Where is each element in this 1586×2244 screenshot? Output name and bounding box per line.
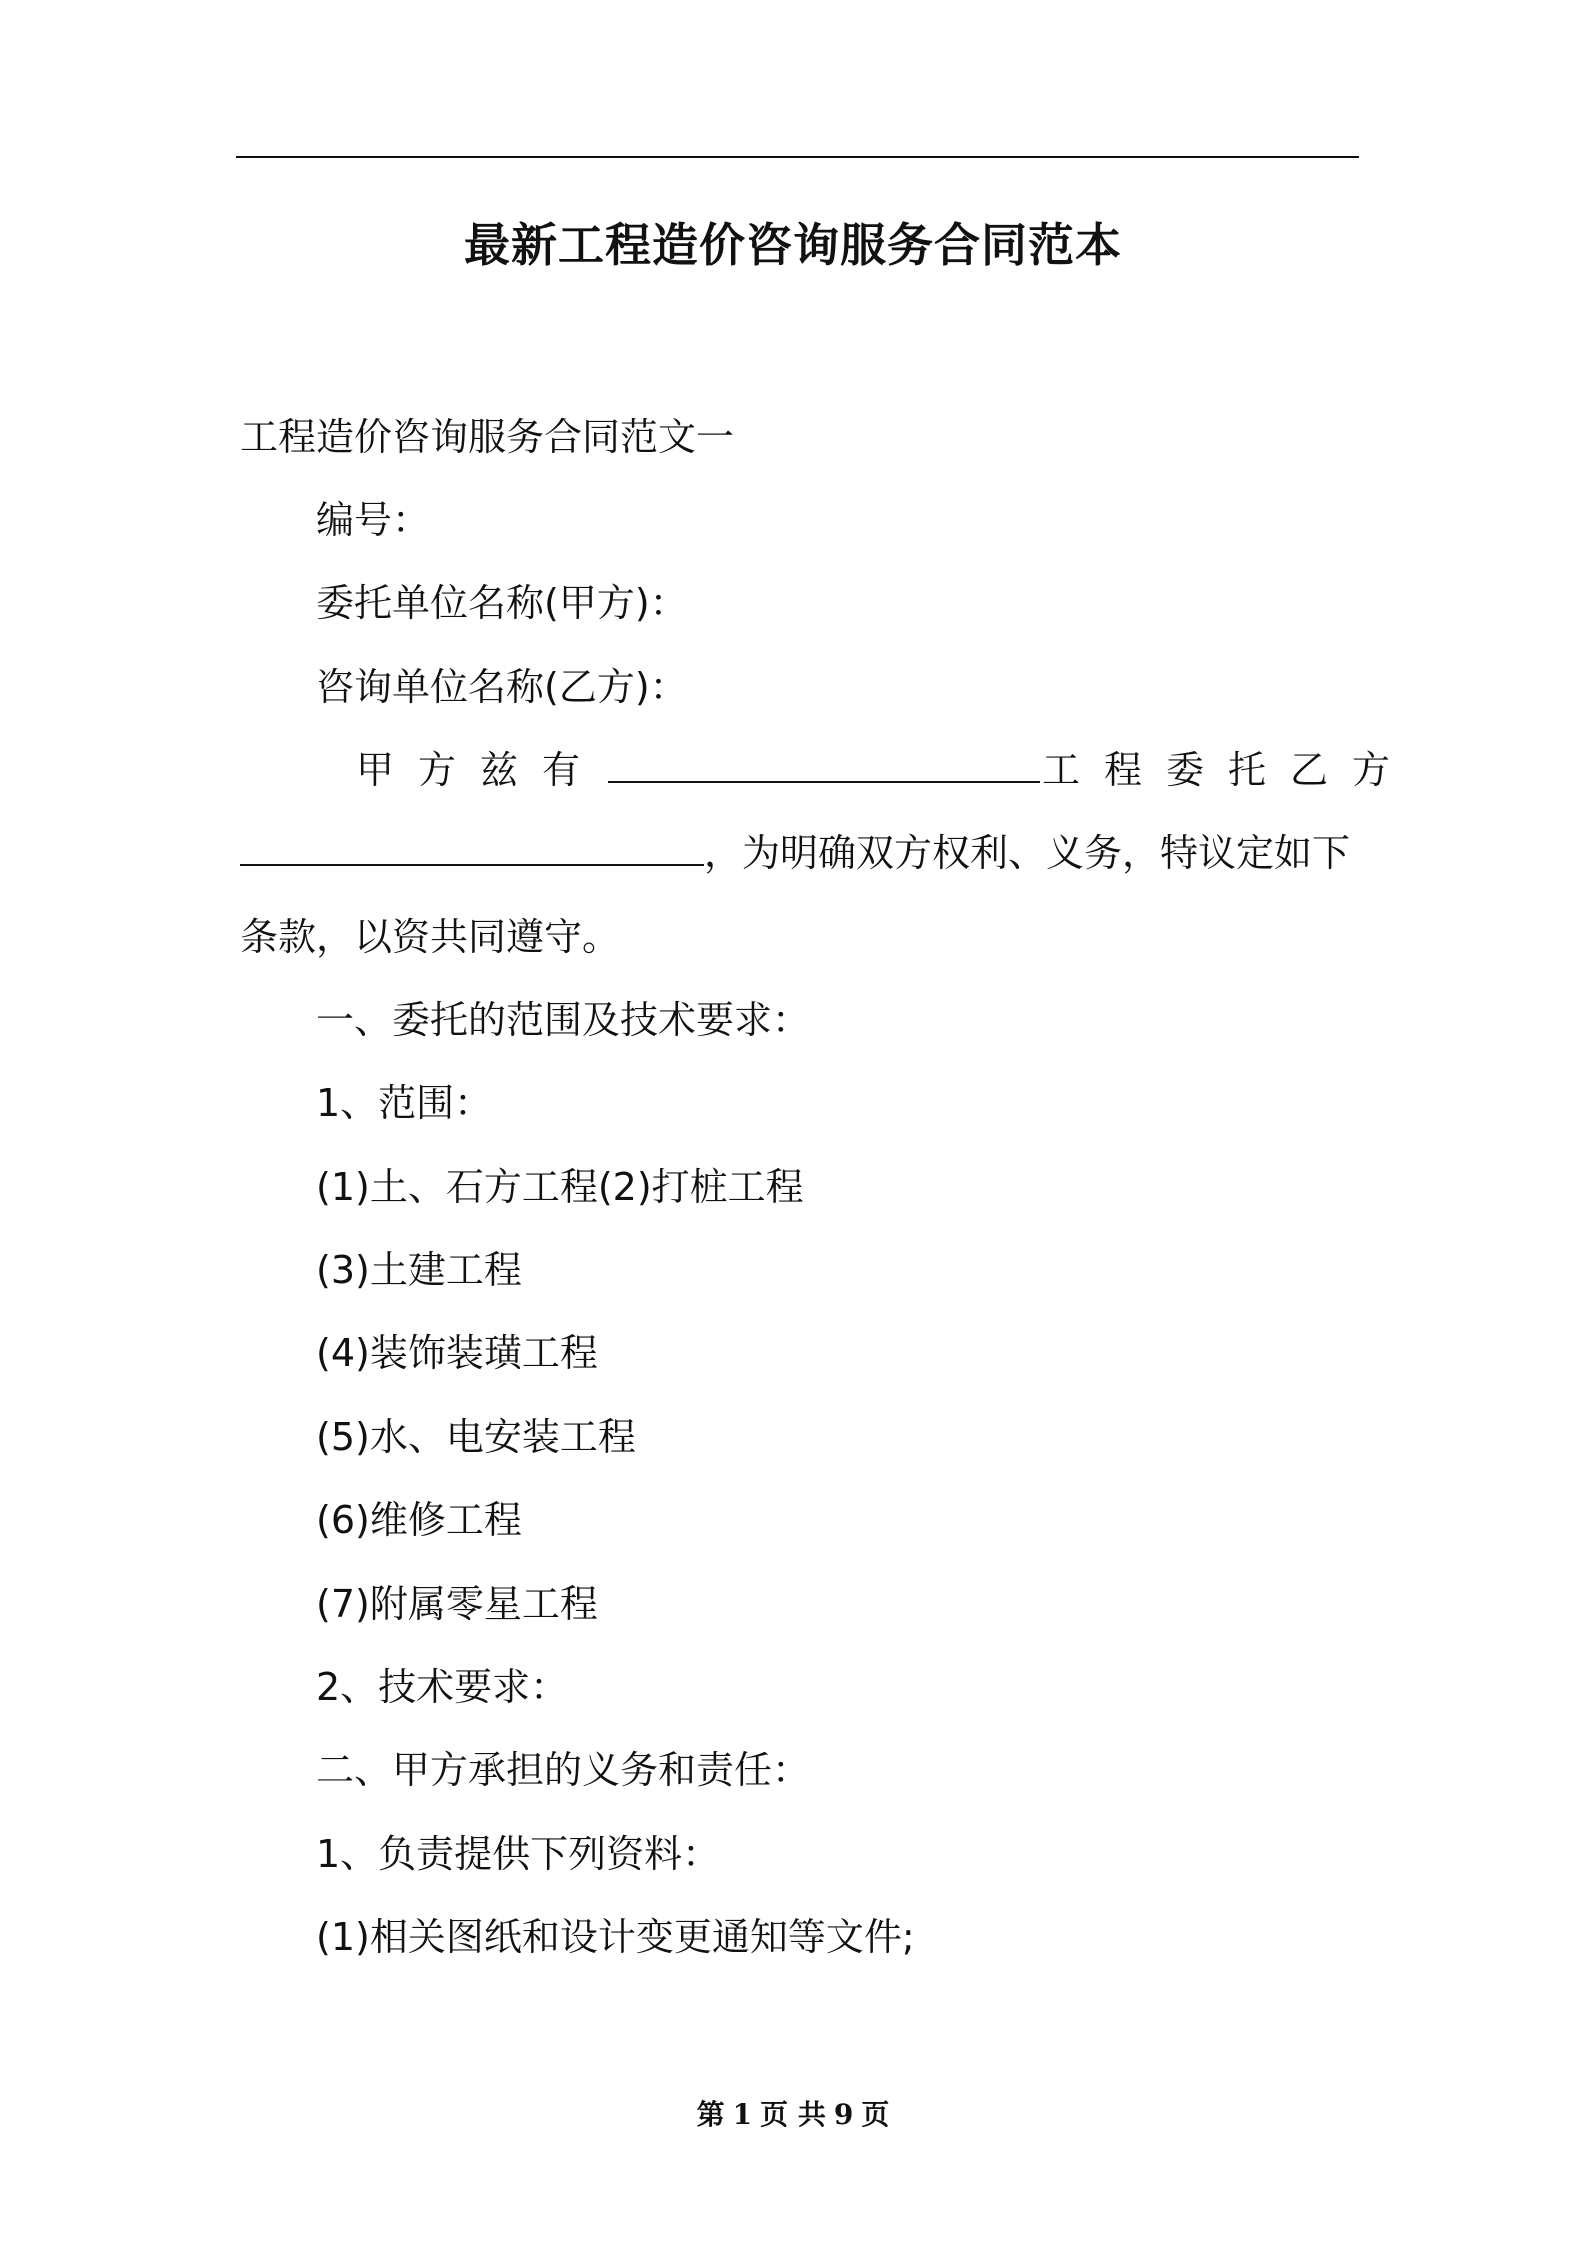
consultant-name-blank <box>240 828 704 866</box>
materials-item: (1)相关图纸和设计变更通知等文件; <box>316 1915 915 1959</box>
page-number-footer <box>0 2095 1586 2135</box>
scope-item: (5)水、电安装工程 <box>316 1415 636 1459</box>
document-title: 最新工程造价咨询服务合同范本 <box>464 218 1122 272</box>
tech-requirements-heading: 2、技术要求： <box>316 1665 569 1709</box>
header-rule <box>236 156 1359 158</box>
intro-line-3: 条款，以资共同遵守。 <box>240 915 621 959</box>
footer-mid: 页 共 <box>760 2098 826 2131</box>
materials-heading: 1、负责提供下列资料： <box>316 1832 721 1876</box>
scope-item: (4)装饰装璜工程 <box>316 1331 598 1375</box>
clause-1-heading: 一、委托的范围及技术要求： <box>316 998 811 1042</box>
scope-item: (1)土、石方工程(2)打桩工程 <box>316 1165 804 1209</box>
intro-line-2 <box>240 828 1350 878</box>
section-heading: 工程造价咨询服务合同范文一 <box>240 415 735 459</box>
footer-prefix: 第 <box>696 2098 725 2131</box>
scope-item: (7)附属零星工程 <box>316 1582 598 1626</box>
scope-heading: 1、范围： <box>316 1081 493 1125</box>
project-name-blank <box>608 745 1040 783</box>
total-page-count: 9 <box>833 2098 854 2131</box>
intro-text-part1: 甲方兹有 <box>356 748 605 792</box>
contract-number-label: 编号： <box>316 498 431 542</box>
footer-suffix: 页 <box>861 2098 890 2131</box>
intro-text-part2: 工程委托乙方 <box>1042 748 1415 792</box>
intro-line-1 <box>356 745 1414 795</box>
current-page-number: 1 <box>732 2098 753 2131</box>
party-b-name-label: 咨询单位名称(乙方)： <box>316 665 688 709</box>
clause-2-heading: 二、甲方承担的义务和责任： <box>316 1748 811 1792</box>
party-a-name-label: 委托单位名称(甲方)： <box>316 581 688 625</box>
scope-item: (3)土建工程 <box>316 1248 522 1292</box>
scope-item: (6)维修工程 <box>316 1498 522 1542</box>
intro-text-part3: ，为明确双方权利、义务，特议定如下 <box>704 831 1351 875</box>
